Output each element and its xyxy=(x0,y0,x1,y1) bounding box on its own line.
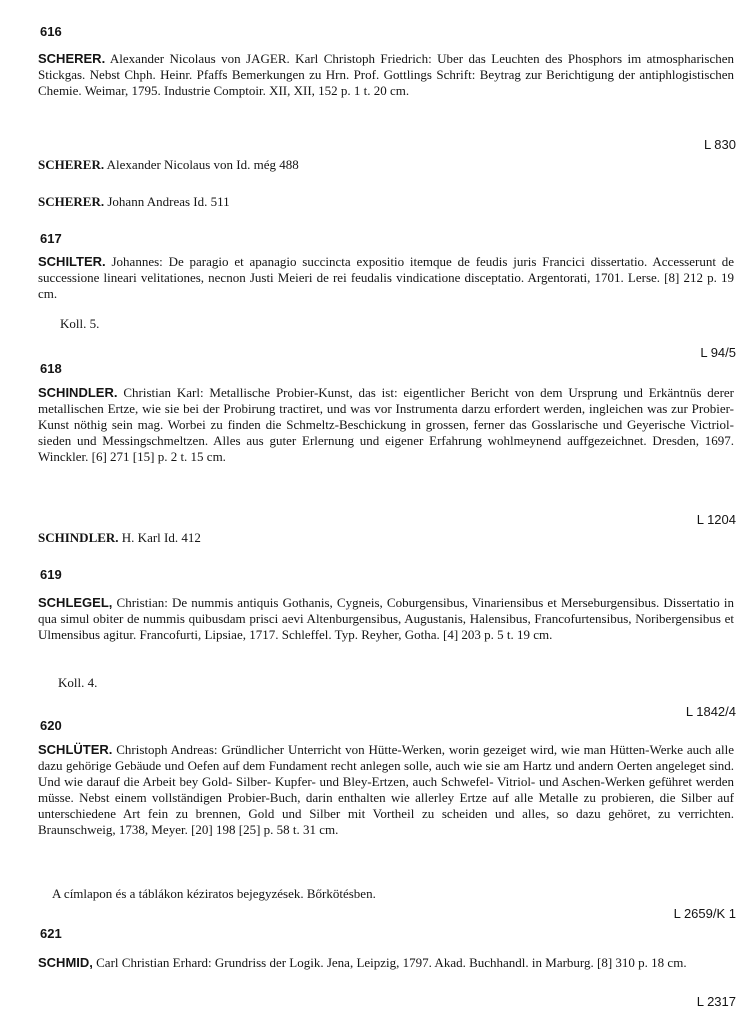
entry-text: Christoph Andreas: Gründlicher Unterricht von Hütte-Werken, worin gezeiget wird, wie man Hütten-Werke auch alle dazu gehörige Gebäude und Oefen auf dem Fundament recht anlegen solle, auch wie sie am Hartz und andern Oerten angeleget sind. Und wie darauf die Arbeit bey Gold- Silber- Kupfer- und Bley-Ertzen, auch Schwefel- Vitriol- und Aschen-Werken geführet werden müsse. Nebst einem vollständigen Probier-Buch, darin enthalten wie allerley Ertze auf alle Metalle zu probieren, die Silber auf unterschiedene Art fein zu brennen, Gold und Silber mit Vortheil zu scheiden und alles, so dazu gehöret, zu verrichten. Braunschweig, 1738, Meyer. [20] 198 [25] p. 58 t. 31 cm. xyxy=(38,742,734,837)
entry-note: Koll. 5. xyxy=(60,316,100,331)
entry-text: Carl Christian Erhard: Grundriss der Logik. Jena, Leipzig, 1797. Akad. Buchhandl. in Marburg. [8] 310 p. 18 cm. xyxy=(96,955,687,970)
shelf-signature: L 2659/K 1 xyxy=(673,906,736,921)
cross-reference xyxy=(38,157,734,173)
entry-number: 619 xyxy=(40,567,62,582)
xref-author: SCHERER. xyxy=(38,194,105,209)
entry-number: 617 xyxy=(40,231,62,246)
xref-author: SCHINDLER. xyxy=(38,530,119,545)
entry-note: Koll. 4. xyxy=(58,675,98,690)
cross-reference xyxy=(38,530,734,546)
xref-author: SCHERER. xyxy=(38,157,105,172)
catalog-entry xyxy=(38,742,734,838)
entry-text: Johannes: De paragio et apanagio succincta expositio itemque de feudis juris Francici dissertatio. Accesserunt de successione lineari velitationes, necnon Justi Meieri de rei feudalis vindicatione disceptatio. Argentorati, 1701. Lerse. [8] 212 p. 19 cm. xyxy=(38,254,735,301)
entry-number: 621 xyxy=(40,926,62,941)
catalog-entry xyxy=(38,595,734,643)
catalog-entry xyxy=(38,385,734,465)
entry-note: A címlapon és a táblákon kéziratos bejegyzések. Bőrkötésben. xyxy=(52,886,376,901)
cross-reference xyxy=(38,194,734,210)
entry-author: SCHLEGEL, xyxy=(38,595,113,610)
entry-number: 620 xyxy=(40,718,62,733)
shelf-signature: L 2317 xyxy=(696,994,736,1009)
shelf-signature: L 830 xyxy=(703,137,736,152)
entry-text: Christian Karl: Metallische Probier-Kunst, das ist: eigentlicher Bericht von dem Ursprung und Erkäntnüs derer metallischen Ertze, wie sie bei der Probirung tractiret, und was vor Instrumenta darzu erfordert werden, ingleichen was zur Probier-Kunst nöthig sein mag. Worbei zu finden die Schmeltz-Beschickung in grossen, ferner das Gosslarische und Geyerische Victriol-sieden und Messingschmeltzen. Alles aus guter Erlernung und eigener Erfahrung wohlmeynend auffgezeichnet. Dresden, 1697. Winckler. [6] 271 [15] p. 2 t. 15 cm. xyxy=(38,385,734,464)
xref-text: Johann Andreas Id. 511 xyxy=(107,194,230,209)
entry-number: 616 xyxy=(40,24,62,39)
shelf-signature: L 1204 xyxy=(696,512,736,527)
xref-text: H. Karl Id. 412 xyxy=(121,530,201,545)
entry-text: Alexander Nicolaus von JAGER. Karl Christoph Friedrich: Uber das Leuchten des Phosphors im atmospharischen Stickgas. Nebst Chph. Heinr. Pfaffs Bemerkungen zu Hrn. Prof. Gottlings Schrift: Beytrag zur Berichtigung der antiphlogistischen Chemie. Weimar, 1795. Industrie Comptoir. XII, XII, 152 p. 1 t. 20 cm. xyxy=(38,51,734,98)
catalog-entry xyxy=(38,254,734,302)
entry-author: SCHMID, xyxy=(38,955,93,970)
catalog-entry xyxy=(38,51,734,99)
entry-author: SCHERER. xyxy=(38,51,106,66)
entry-author: SCHILTER. xyxy=(38,254,106,269)
xref-text: Alexander Nicolaus von Id. még 488 xyxy=(106,157,299,172)
entry-text: Christian: De nummis antiquis Gothanis, Cygneis, Coburgensibus, Vinariensibus et Merseburgensibus. Dissertatio in qua simul obiter de nummis quibusdam prisci aevi Altenburgensibus, Augustanis, Halensibus, Francofurtensibus, Noribergensibus et Ulmensibus agitur. Francofurti, Lipsiae, 1717. Schleffel. Typ. Reyher, Gotha. [4] 203 p. 5 t. 19 cm. xyxy=(38,595,734,642)
entry-author: SCHLÜTER. xyxy=(38,742,113,757)
entry-number: 618 xyxy=(40,361,62,376)
entry-author: SCHINDLER. xyxy=(38,385,118,400)
shelf-signature: L 1842/4 xyxy=(685,704,736,719)
shelf-signature: L 94/5 xyxy=(700,345,736,360)
catalog-entry xyxy=(38,955,734,971)
